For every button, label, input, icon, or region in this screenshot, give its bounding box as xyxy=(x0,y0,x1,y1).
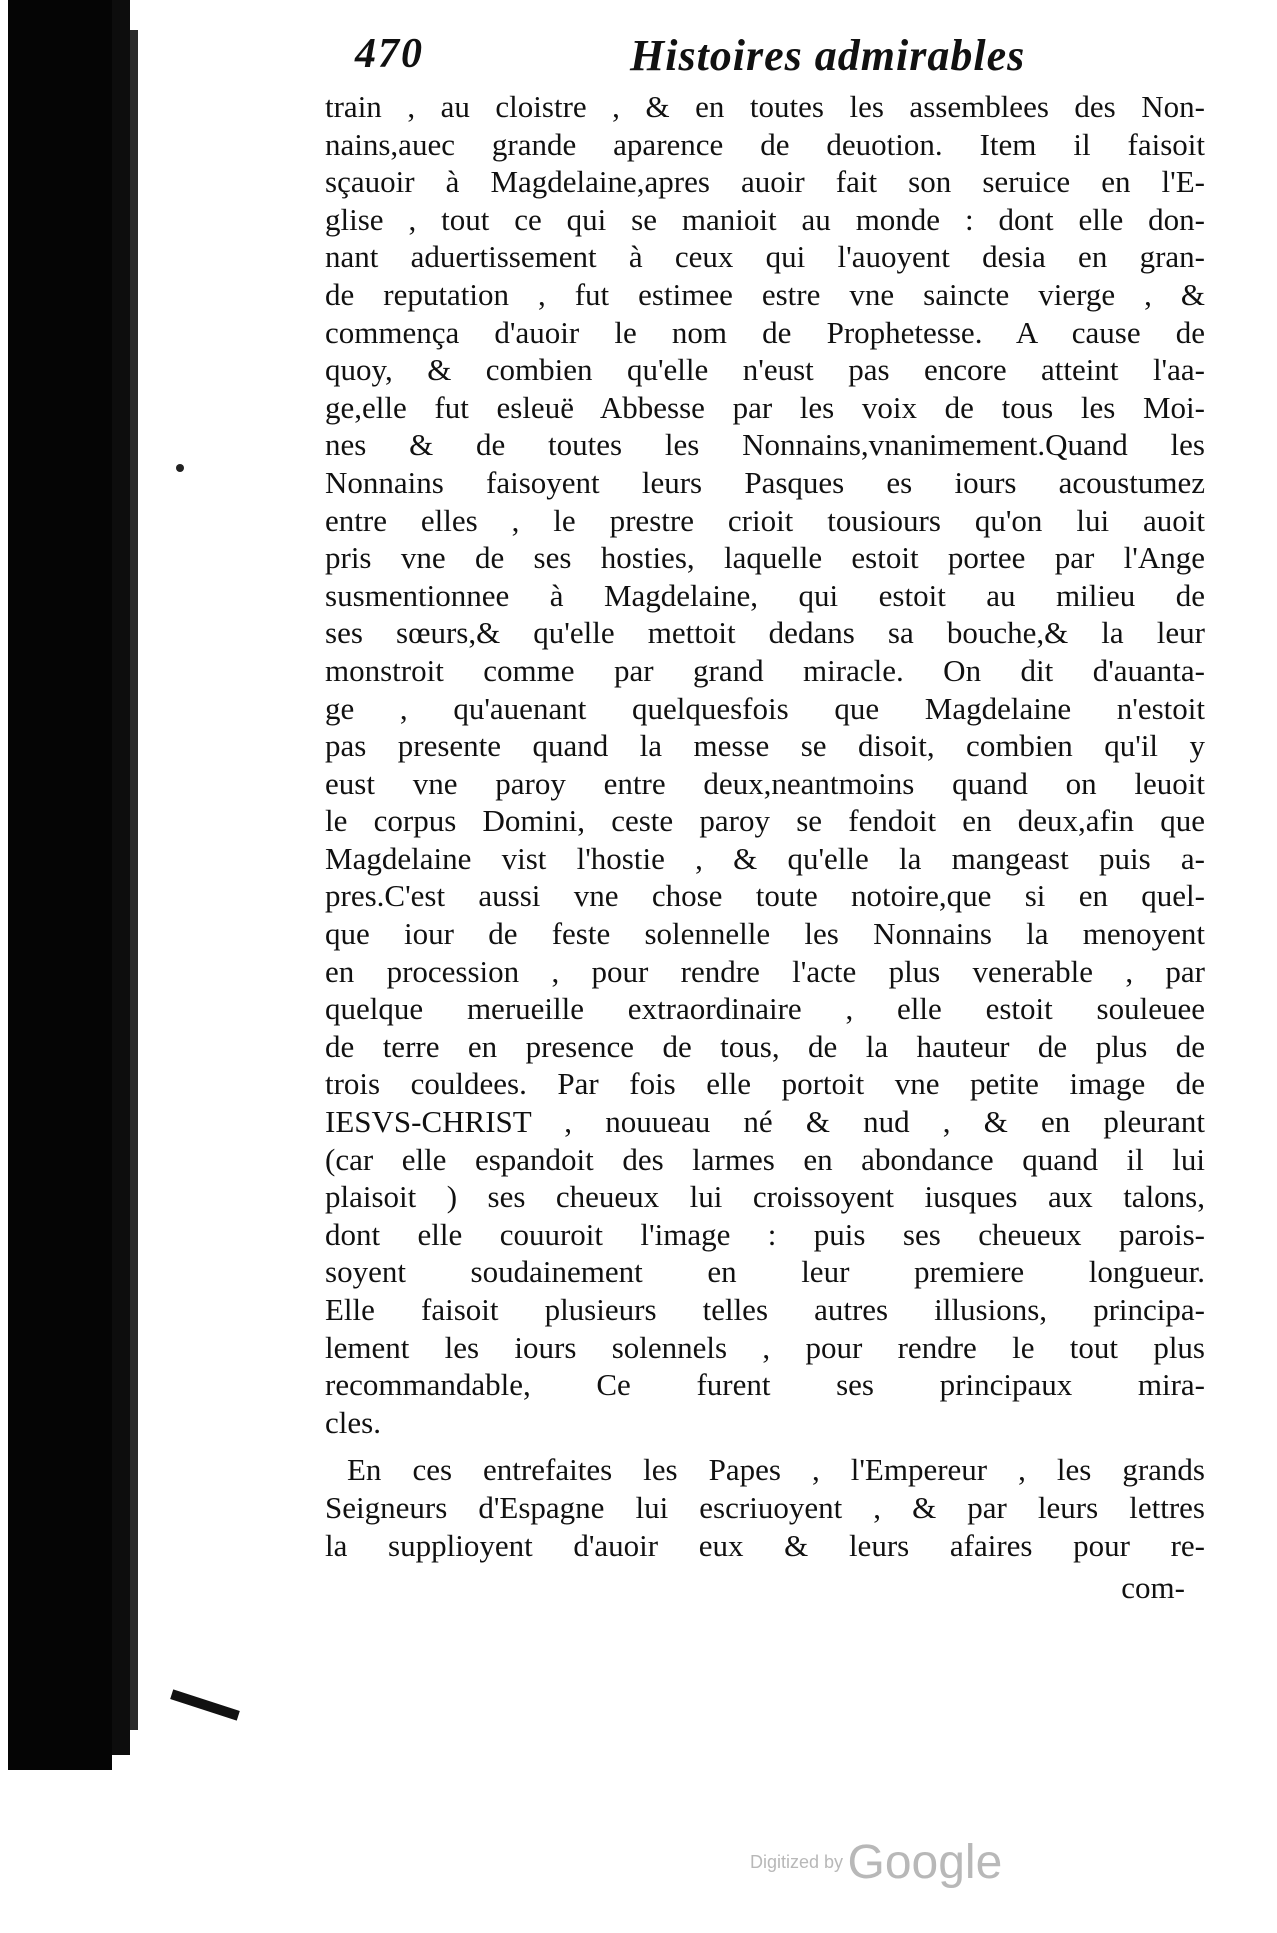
text-line: glise , tout ce qui se manioit au monde : dont elle don- xyxy=(325,201,1205,237)
body-text xyxy=(325,88,1205,1564)
text-line: pas presente quand la messe se disoit, combien qu'il y xyxy=(325,728,1205,764)
text-line: le corpus Domini, ceste paroy se fendoit en deux,afin que xyxy=(325,803,1205,839)
google-logo: Google xyxy=(847,1836,1003,1889)
text-line: pris vne de ses hosties, laquelle estoit portee par l'Ange xyxy=(325,540,1205,576)
digitization-watermark xyxy=(750,1835,1002,1890)
running-title: Histoires admirables xyxy=(630,31,1026,80)
text-line: train , au cloistre , & en toutes les assemblees des Non- xyxy=(325,89,1205,124)
scan-binding-shadow xyxy=(0,0,222,1780)
text-line: IESVS-CHRIST , nouueau né & nud , & en pleurant xyxy=(325,1104,1205,1140)
text-line: quelque merueille extraordinaire , elle estoit souleuee xyxy=(325,991,1205,1027)
text-line: Nonnains faisoyent leurs Pasques es iours acoustumez xyxy=(325,464,1205,500)
text-line: de terre en presence de tous, de la hauteur de plus de xyxy=(325,1028,1205,1064)
text-line: la supplioyent d'auoir eux & leurs afaires pour re- xyxy=(325,1527,1205,1563)
text-line: recommandable, Ce furent ses principaux mira- xyxy=(325,1367,1205,1403)
text-line: pres.C'est aussi vne chose toute notoire,que si en quel- xyxy=(325,878,1205,914)
text-line: ses sœurs,& qu'elle mettoit dedans sa bouche,& la leur xyxy=(325,615,1205,651)
text-line: cles. xyxy=(325,1404,381,1440)
text-line: commença d'auoir le nom de Prophetesse. A cause de xyxy=(325,314,1205,350)
text-line: (car elle espandoit des larmes en abondance quand il lui xyxy=(325,1141,1205,1177)
text-line: Elle faisoit plusieurs telles autres illusions, principa- xyxy=(325,1292,1205,1327)
text-line: dont elle couuroit l'image : puis ses cheueux parois- xyxy=(325,1216,1205,1252)
text-line: plaisoit ) ses cheueux lui croissoyent iusques aux talons, xyxy=(325,1179,1205,1215)
text-line: ge , qu'auenant quelquesfois que Magdelaine n'estoit xyxy=(325,690,1205,726)
watermark-prefix: Digitized by xyxy=(750,1852,844,1872)
text-line: lement les iours solennels , pour rendre le tout plus xyxy=(325,1329,1205,1365)
text-line: sçauoir à Magdelaine,apres auoir fait son seruice en l'E- xyxy=(325,164,1205,200)
text-line: quoy, & combien qu'elle n'eust pas encore atteint l'aa- xyxy=(325,352,1205,388)
text-line: nant aduertissement à ceux qui l'auoyent desia en gran- xyxy=(325,239,1205,275)
text-line: susmentionnee à Magdelaine, qui estoit au milieu de xyxy=(325,577,1205,613)
text-line: entre elles , le prestre crioit tousiours qu'on lui auoit xyxy=(325,502,1205,538)
text-line: ge,elle fut esleuë Abbesse par les voix de tous les Moi- xyxy=(325,389,1205,425)
book-page xyxy=(325,30,1205,1608)
text-line: nes & de toutes les Nonnains,vnanimement.Quand les xyxy=(325,427,1205,463)
text-line: nains,auec grande aparence de deuotion. Item il faisoit xyxy=(325,126,1205,162)
text-line: que iour de feste solennelle les Nonnains la menoyent xyxy=(325,916,1205,952)
text-line: de reputation , fut estimee estre vne saincte vierge , & xyxy=(325,276,1205,312)
catchword: com- xyxy=(1121,1570,1185,1606)
text-line: eust vne paroy entre deux,neantmoins quand on leuoit xyxy=(325,765,1205,801)
page-header xyxy=(325,30,1205,88)
text-line: trois couldees. Par fois elle portoit vne petite image de xyxy=(325,1066,1205,1102)
text-line: Seigneurs d'Espagne lui escriuoyent , & par leurs lettres xyxy=(325,1489,1205,1525)
text-line: Magdelaine vist l'hostie , & qu'elle la mangeast puis a- xyxy=(325,840,1205,876)
text-line: monstroit comme par grand miracle. On dit d'auanta- xyxy=(325,652,1205,688)
text-line: En ces entrefaites les Papes , l'Empereur , les grands xyxy=(347,1452,1205,1488)
text-line: en procession , pour rendre l'acte plus venerable , par xyxy=(325,953,1205,989)
text-line: soyent soudainement en leur premiere longueur. xyxy=(325,1254,1205,1290)
page-number: 470 xyxy=(355,31,424,77)
